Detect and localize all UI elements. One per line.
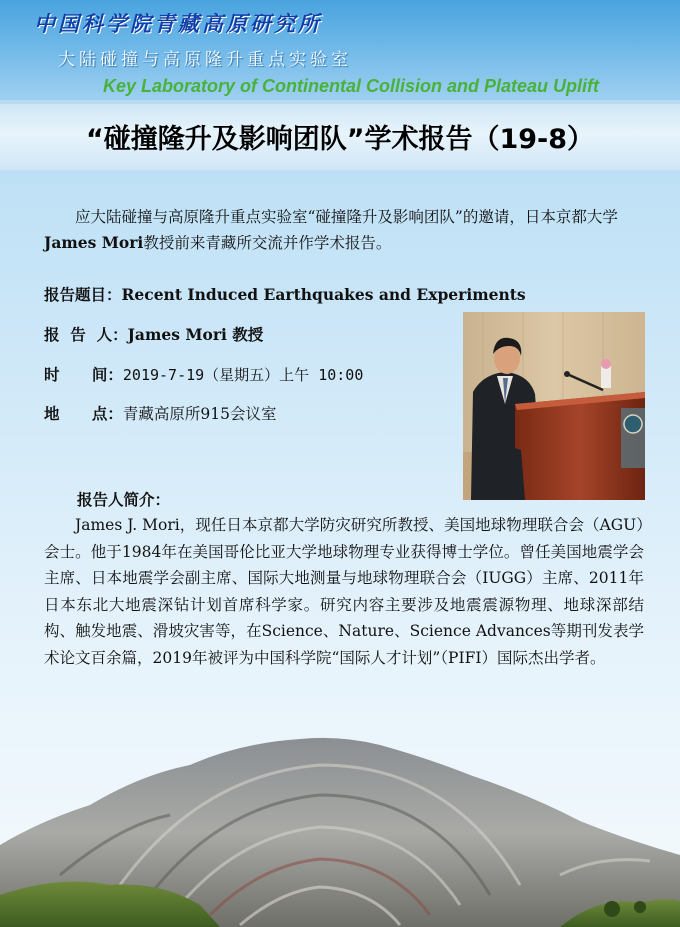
topic-label: 报告题目： bbox=[44, 285, 122, 304]
place-value: 青藏高原所915会议室 bbox=[122, 405, 277, 423]
place-label: 地 点： bbox=[44, 404, 123, 423]
invitation-paragraph bbox=[44, 204, 644, 256]
lab-name-english: Key Laboratory of Continental Collision and Plateau Uplift bbox=[103, 76, 600, 96]
invitation-speaker-name: James Mori bbox=[44, 233, 144, 252]
mountain-image bbox=[0, 735, 680, 927]
speaker-row bbox=[44, 323, 263, 345]
invitation-text-post: 教授前来青藏所交流并作学术报告。 bbox=[143, 234, 392, 252]
institute-name: 中国科学院青藏高原研究所 bbox=[34, 11, 322, 36]
speaker-photo bbox=[463, 312, 645, 500]
topic-value: Recent Induced Earthquakes and Experiments bbox=[121, 285, 526, 304]
place-row bbox=[44, 402, 276, 424]
speaker-value: James Mori 教授 bbox=[127, 325, 264, 344]
invitation-text-pre: 应大陆碰撞与高原隆升重点实验室“碰撞隆升及影响团队”的邀请，日本京都大学 bbox=[75, 208, 618, 226]
time-row bbox=[44, 363, 363, 385]
time-label: 时 间： bbox=[44, 365, 123, 384]
speaker-label: 报 告 人： bbox=[44, 325, 128, 344]
report-title: “碰撞隆升及影响团队”学术报告（19-8） bbox=[85, 124, 595, 155]
bio-paragraph: James J. Mori，现任日本京都大学防灾研究所教授、美国地球物理联合会（AGU）会士。他于1984年在美国哥伦比亚大学地球物理专业获得博士学位。曾任美国地震学会主席、日本地震学会副主席、国际大地测量与地球物理联合会（IUGG）主席、2011年日本东北大地震深钻计划首席科学家。研究内容主要涉及地震震源物理、地球深部结构、触发地震、滑坡灾害等，在Science、Nature、Science Advances等期刊发表学术论文百余篇，2019年被评为中国科学院“国际人才计划”（PIFI）国际杰出学者。 bbox=[44, 516, 644, 667]
bio-heading: 报告人简介： bbox=[77, 490, 171, 509]
time-value: 2019-7-19（星期五）上午 10:00 bbox=[122, 366, 364, 384]
lab-name-chinese: 大陆碰撞与高原隆升重点实验室 bbox=[58, 50, 352, 70]
topic-row bbox=[44, 283, 526, 305]
